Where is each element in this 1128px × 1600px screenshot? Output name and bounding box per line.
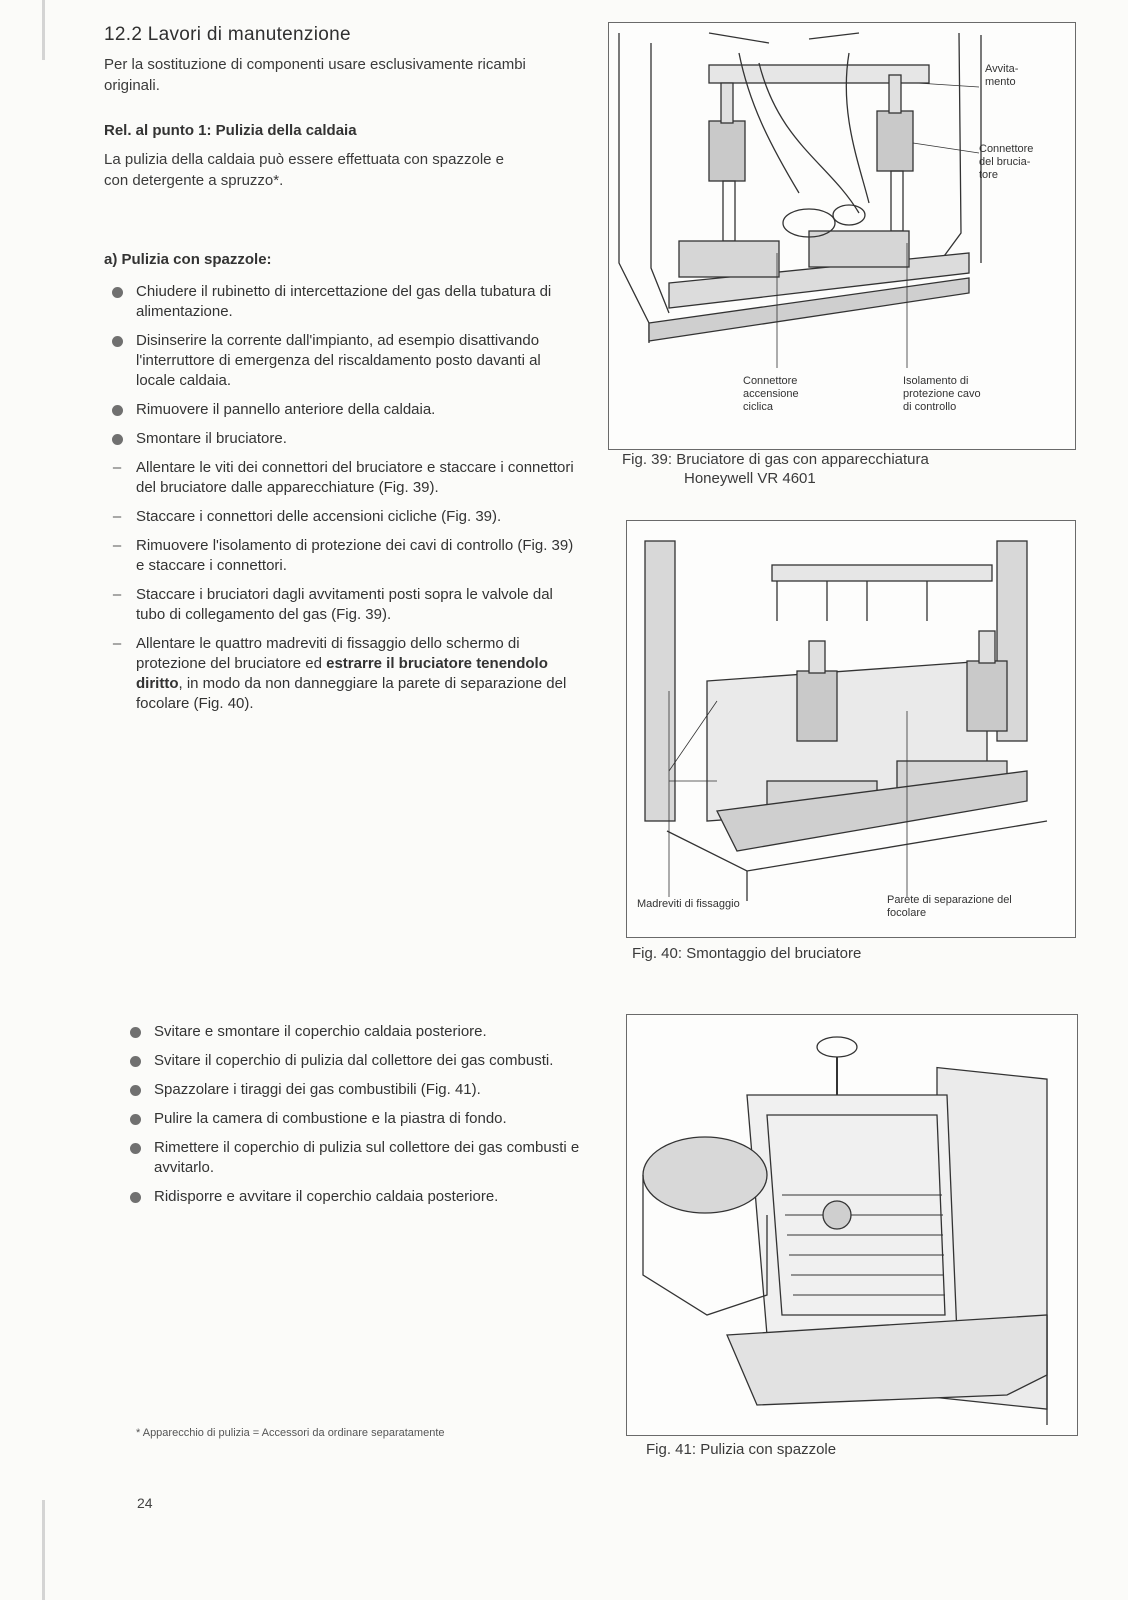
burner-removal-illustration (627, 521, 1075, 937)
list-item: Spazzolare i tiraggi dei gas combustibili (Fig. 41). (122, 1080, 582, 1100)
sub-text: La pulizia della caldaia può essere effettuata con spazzole e con detergente a spruzzo*. (104, 151, 504, 189)
bullet-icon (112, 405, 123, 416)
label-connettore-bruciatore: Connettore del brucia- tore (979, 143, 1034, 181)
list-item: – Allentare le quattro madreviti di fissaggio dello schermo di protezione del bruciatore ed estrarre il bruciatore tenendolo diritto, in modo da non danneggiare la parete di separazione del focolare (Fig. 40). (104, 634, 574, 714)
list-item: Svitare e smontare il coperchio caldaia posteriore. (122, 1022, 582, 1042)
steps-b-list (122, 1022, 582, 1216)
list-item: – Staccare i bruciatori dagli avvitamenti posti sopra le valvole dal tubo di collegamento del gas (Fig. 39). (104, 585, 574, 625)
bullet-icon (130, 1027, 141, 1038)
list-item: Rimuovere il pannello anteriore della caldaia. (104, 400, 574, 420)
section-heading: 12.2 Lavori di manutenzione (104, 24, 351, 45)
dash-marker: – (112, 635, 122, 652)
list-item: Chiudere il rubinetto di intercettazione del gas della tubatura di alimentazione. (104, 282, 574, 322)
margin-mark (42, 0, 45, 60)
label-parete: Parete di separazione del focolare (887, 894, 1012, 919)
bullet-icon (112, 434, 123, 445)
label-isolamento: Isolamento di protezione cavo di controllo (903, 375, 981, 413)
sub-heading: Rel. al punto 1: Pulizia della caldaia (104, 122, 357, 139)
label-madreviti: Madreviti di fissaggio (637, 898, 740, 910)
label-avvitamento: Avvita- mento (985, 63, 1019, 88)
list-item: – Rimuovere l'isolamento di protezione dei cavi di controllo (Fig. 39) e staccare i connettori. (104, 536, 574, 576)
steps-a-list (104, 282, 574, 714)
bullet-icon (130, 1143, 141, 1154)
label-connettore-accensione: Connettore accensione ciclica (743, 375, 799, 413)
bullet-icon (130, 1114, 141, 1125)
margin-mark (42, 1500, 45, 1600)
bullet-icon (130, 1192, 141, 1203)
brush-cleaning-illustration (627, 1015, 1077, 1435)
figure-39-caption: Fig. 39: Bruciatore di gas con apparecchiatura Honeywell VR 4601 (622, 451, 929, 487)
bullet-icon (130, 1085, 141, 1096)
emphasis-text: estrarre il bruciatore tenendolo diritto (136, 655, 548, 692)
figure-41 (626, 1014, 1078, 1436)
list-item: Smontare il bruciatore. (104, 429, 574, 449)
footnote: * Apparecchio di pulizia = Accessori da ordinare separatamente (136, 1427, 445, 1439)
list-item: – Allentare le viti dei connettori del bruciatore e staccare i connettori del bruciatore dalle apparecchiature (Fig. 39). (104, 458, 574, 498)
figure-40-caption: Fig. 40: Smontaggio del bruciatore (632, 945, 862, 962)
dash-marker: – (112, 459, 122, 476)
figure-39 (608, 22, 1076, 450)
list-item: Rimettere il coperchio di pulizia sul collettore dei gas combusti e avvitarlo. (122, 1138, 582, 1178)
text-column (104, 24, 574, 723)
dash-marker: – (112, 586, 122, 603)
bullet-icon (112, 336, 123, 347)
bullet-icon (112, 287, 123, 298)
brush-heading: a) Pulizia con spazzole: (104, 251, 272, 268)
list-item: Svitare il coperchio di pulizia dal collettore dei gas combusti. (122, 1051, 582, 1071)
dash-marker: – (112, 537, 122, 554)
list-item: Pulire la camera di combustione e la piastra di fondo. (122, 1109, 582, 1129)
dash-marker: – (112, 508, 122, 525)
list-item: Disinserire la corrente dall'impianto, ad esempio disattivando l'interruttore di emergenza del riscaldamento posto davanti al locale caldaia. (104, 331, 574, 391)
figure-41-caption: Fig. 41: Pulizia con spazzole (646, 1441, 837, 1458)
page-number: 24 (137, 1495, 153, 1511)
bullet-icon (130, 1056, 141, 1067)
intro-text: Per la sostituzione di componenti usare esclusivamente ricambi originali. (104, 56, 526, 94)
figure-40 (626, 520, 1076, 938)
list-item: – Staccare i connettori delle accensioni cicliche (Fig. 39). (104, 507, 574, 527)
list-item: Ridisporre e avvitare il coperchio caldaia posteriore. (122, 1187, 582, 1207)
